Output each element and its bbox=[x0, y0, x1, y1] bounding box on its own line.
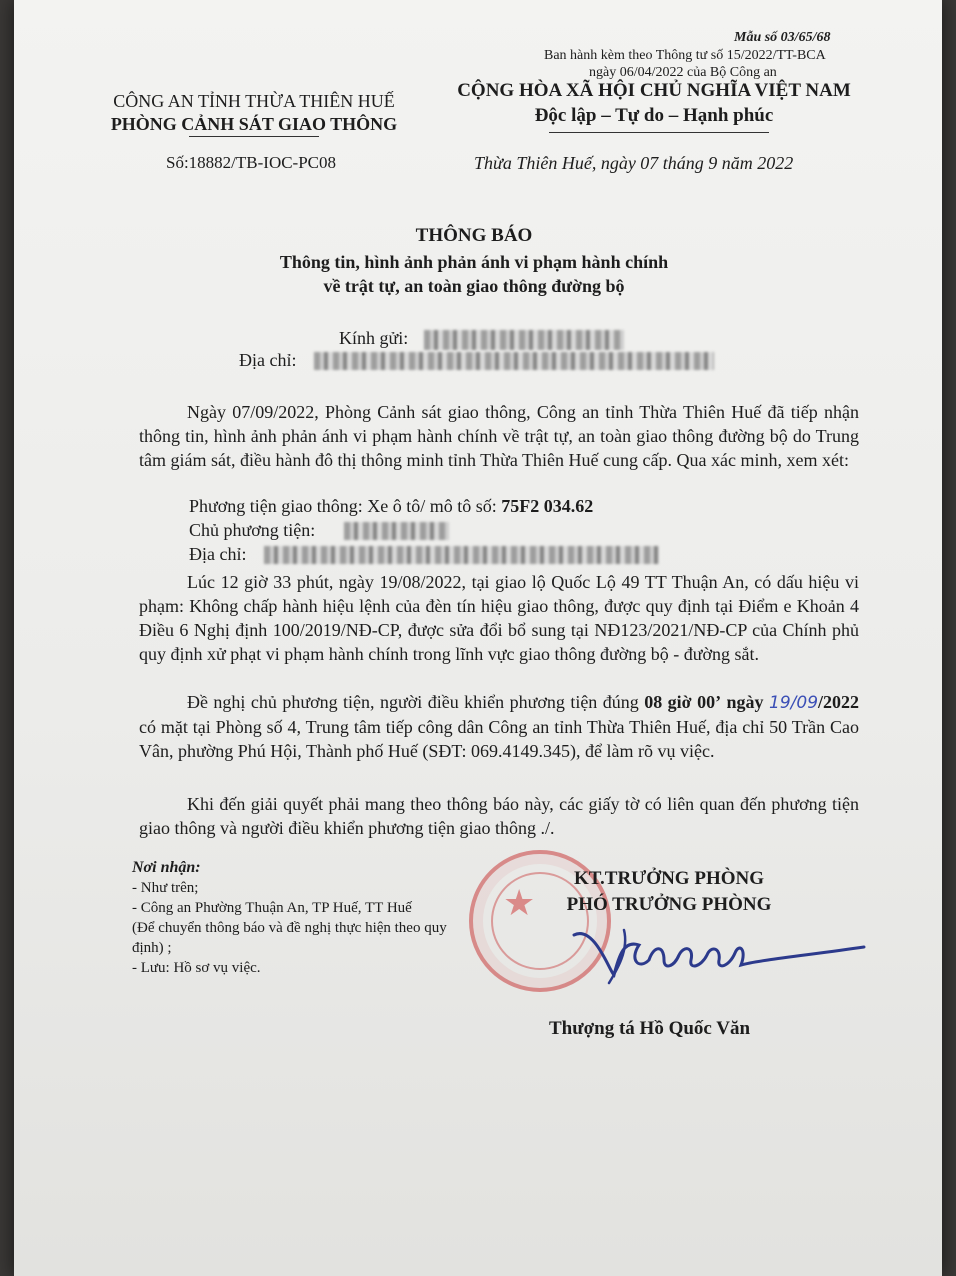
summons-rest: có mặt tại Phòng số 4, Trung tâm tiếp công dân Công an tỉnh Thừa Thiên Huế, địa chỉ 50 Trần Cao Vân, phường Phú Hội, Thành phố Huế (SĐT: 069.4149.345), để làm rõ vụ việc. bbox=[139, 717, 859, 761]
agency-header bbox=[74, 90, 434, 136]
form-issued-line-1: Ban hành kèm theo Thông tư số 15/2022/TT-BCA bbox=[544, 48, 826, 63]
owner-address-label: Địa chỉ: bbox=[189, 544, 247, 564]
star-icon: ★ bbox=[503, 883, 536, 923]
document-subtitle bbox=[194, 250, 754, 298]
address-label: Địa chỉ: bbox=[239, 350, 297, 370]
signature-title-line-1: KT.TRƯỞNG PHÒNG bbox=[574, 868, 764, 889]
handwritten-signature bbox=[569, 915, 869, 995]
recipient-item: (Để chuyển thông báo và đề nghị thực hiện theo quy định) ; bbox=[132, 920, 447, 956]
recipient-item: - Lưu: Hồ sơ vụ việc. bbox=[132, 960, 261, 976]
subtitle-line-1: Thông tin, hình ảnh phản ánh vi phạm hành chính bbox=[279, 252, 669, 272]
signer-name: Thượng tá Hồ Quốc Văn bbox=[549, 1018, 751, 1039]
signature-title-line-2: PHÓ TRƯỞNG PHÒNG bbox=[566, 894, 772, 915]
recipient-item: - Như trên; bbox=[132, 880, 199, 896]
agency-underline bbox=[189, 136, 319, 137]
vehicle-line bbox=[189, 496, 593, 517]
place-date: Thừa Thiên Huế, ngày 07 tháng 9 năm 2022 bbox=[474, 153, 794, 173]
vehicle-label: Phương tiện giao thông: Xe ô tô/ mô tô số: bbox=[189, 496, 497, 516]
signature-title bbox=[544, 866, 794, 918]
motto-underline bbox=[549, 132, 769, 133]
recipient-item: - Công an Phường Thuận An, TP Huế, TT Huế bbox=[132, 900, 412, 916]
redacted-owner bbox=[344, 522, 449, 540]
paragraph-closing: Khi đến giải quyết phải mang theo thông báo này, các giấy tờ có liên quan đến phương tiện giao thông và người điều khiển phương tiện giao thông ./. bbox=[139, 794, 859, 838]
summons-time: 08 giờ 00’ bbox=[644, 692, 722, 712]
redacted-addressee bbox=[424, 330, 624, 350]
license-plate: 75F2 034.62 bbox=[501, 496, 594, 516]
paragraph-summons bbox=[139, 690, 859, 763]
document-page bbox=[14, 0, 942, 1276]
recipients-block bbox=[132, 858, 472, 978]
document-title: THÔNG BÁO bbox=[415, 225, 533, 246]
subtitle-line-2: về trật tự, an toàn giao thông đường bộ bbox=[323, 276, 625, 296]
nation-motto: Độc lập – Tự do – Hạnh phúc bbox=[534, 105, 774, 126]
addressee-label: Kính gửi: bbox=[339, 328, 409, 348]
redacted-owner-address bbox=[264, 546, 659, 564]
summons-start: Đề nghị chủ phương tiện, người điều khiển phương tiện đúng bbox=[187, 692, 639, 712]
paragraph-violation: Lúc 12 giờ 33 phút, ngày 19/08/2022, tại giao lộ Quốc Lộ 49 TT Thuận An, có dấu hiệu vi phạm: Không chấp hành hiệu lệnh của đèn tín hiệu giao thông, được quy định tại Điểm e Khoản 4 Điều 6 Nghị định 100/2019/NĐ-CP, được sửa đổi bổ sung tại NĐ123/2021/NĐ-CP của Chính phủ quy định xử phạt vi phạm hành chính trong lĩnh vực giao thông đường bộ - đường sắt. bbox=[139, 572, 859, 664]
owner-label: Chủ phương tiện: bbox=[189, 520, 316, 540]
summons-year: /2022 bbox=[818, 692, 860, 712]
nation-header bbox=[434, 78, 874, 128]
redacted-address bbox=[314, 352, 714, 370]
nation-name: CỘNG HÒA XÃ HỘI CHỦ NGHĨA VIỆT NAM bbox=[457, 80, 851, 101]
handwritten-date: 19/09 bbox=[769, 693, 819, 713]
paragraph-intro: Ngày 07/09/2022, Phòng Cảnh sát giao thông, Công an tỉnh Thừa Thiên Huế đã tiếp nhận thông tin, hình ảnh phản ánh vi phạm hành chính về trật tự, an toàn giao thông đường bộ do Trung tâm giám sát, điều hành đô thị thông minh tỉnh Thừa Thiên Huế cung cấp. Qua xác minh, xem xét: bbox=[139, 402, 859, 470]
summons-day-label: ngày bbox=[726, 692, 764, 712]
recipients-heading: Nơi nhận: bbox=[132, 859, 201, 876]
agency-unit: PHÒNG CẢNH SÁT GIAO THÔNG bbox=[110, 114, 398, 134]
agency-parent: CÔNG AN TỈNH THỪA THIÊN HUẾ bbox=[113, 91, 395, 111]
form-issued-line-2: ngày 06/04/2022 của Bộ Công an bbox=[589, 65, 777, 80]
form-code: Mẫu số 03/65/68 bbox=[734, 30, 831, 45]
document-number: Số:18882/TB-IOC-PC08 bbox=[166, 153, 337, 172]
